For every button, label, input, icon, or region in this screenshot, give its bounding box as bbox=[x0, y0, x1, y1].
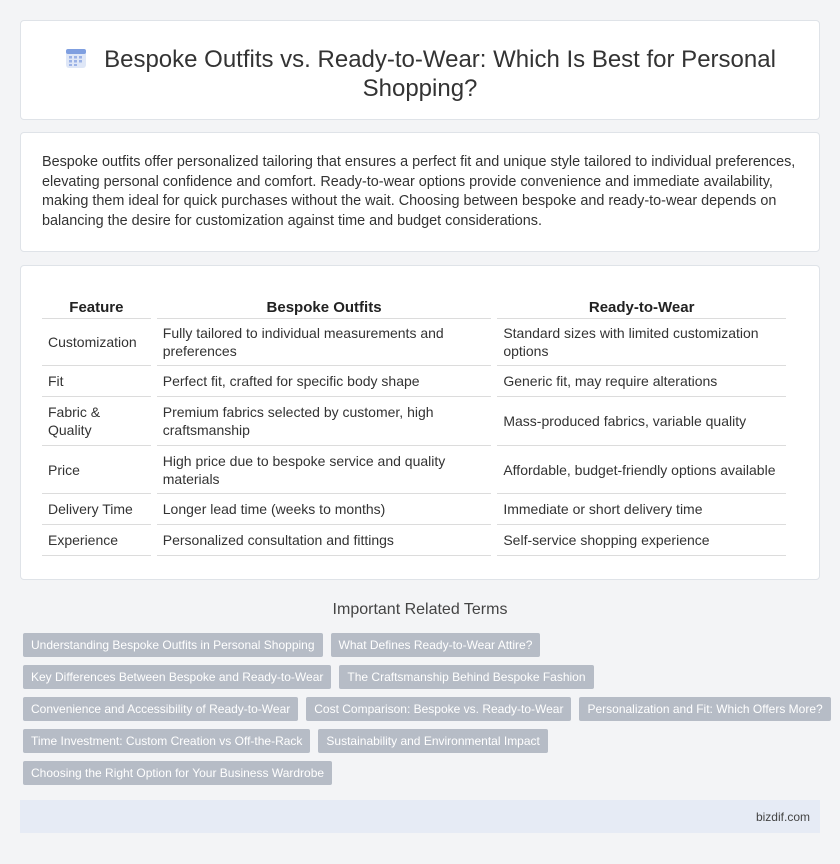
cell-bespoke: Personalized consultation and fittings bbox=[157, 525, 492, 556]
term-tag[interactable]: The Craftsmanship Behind Bespoke Fashion bbox=[339, 665, 593, 689]
cell-bespoke: Fully tailored to individual measurements and preferences bbox=[157, 319, 492, 366]
footer bbox=[20, 800, 820, 833]
cell-bespoke: Longer lead time (weeks to months) bbox=[157, 494, 492, 525]
term-row bbox=[23, 729, 823, 753]
intro-paragraph: Bespoke outfits offer personalized tailoring that ensures a perfect fit and unique style tailored to individual preferences, elevating personal confidence and comfort. Ready-to-wear options provide convenience and immediate availability, making them ideal for quick purchases without the wait. Choosing between bespoke and ready-to-wear depends on balancing the desire for customization against time and budget considerations. bbox=[42, 154, 796, 229]
page-title bbox=[21, 45, 819, 103]
cell-bespoke: Perfect fit, crafted for specific body shape bbox=[157, 366, 492, 397]
term-tag[interactable]: What Defines Ready-to-Wear Attire? bbox=[331, 633, 541, 657]
table-row bbox=[42, 397, 786, 446]
term-tag[interactable]: Understanding Bespoke Outfits in Personal Shopping bbox=[23, 633, 323, 657]
table-row bbox=[42, 525, 786, 556]
cell-ready-to-wear: Generic fit, may require alterations bbox=[497, 366, 786, 397]
term-tag[interactable]: Time Investment: Custom Creation vs Off-the-Rack bbox=[23, 729, 310, 753]
header-bespoke: Bespoke Outfits bbox=[157, 296, 492, 319]
title-card bbox=[20, 20, 820, 120]
comparison-table bbox=[36, 296, 792, 556]
term-row bbox=[23, 665, 823, 689]
term-row bbox=[23, 697, 823, 721]
term-tag[interactable]: Cost Comparison: Bespoke vs. Ready-to-Wear bbox=[306, 697, 571, 721]
cell-feature: Fit bbox=[42, 366, 151, 397]
related-terms-heading: Important Related Terms bbox=[332, 601, 508, 618]
header-ready-to-wear: Ready-to-Wear bbox=[497, 296, 786, 319]
footer-site-link[interactable]: bizdif.com bbox=[755, 810, 810, 824]
cell-feature: Delivery Time bbox=[42, 494, 151, 525]
cell-bespoke: High price due to bespoke service and quality materials bbox=[157, 446, 492, 494]
cell-feature: Customization bbox=[42, 319, 151, 366]
term-tag[interactable]: Key Differences Between Bespoke and Ready-to-Wear bbox=[23, 665, 331, 689]
term-tag[interactable]: Personalization and Fit: Which Offers More? bbox=[579, 697, 830, 721]
intro-card bbox=[20, 132, 820, 252]
term-row bbox=[23, 633, 823, 657]
cell-bespoke: Premium fabrics selected by customer, high craftsmanship bbox=[157, 397, 492, 446]
cell-ready-to-wear: Affordable, budget-friendly options available bbox=[497, 446, 786, 494]
table-row bbox=[42, 319, 786, 366]
term-tag[interactable]: Sustainability and Environmental Impact bbox=[318, 729, 547, 753]
cell-feature: Fabric & Quality bbox=[42, 397, 151, 446]
cell-ready-to-wear: Immediate or short delivery time bbox=[497, 494, 786, 525]
term-tag[interactable]: Choosing the Right Option for Your Business Wardrobe bbox=[23, 761, 332, 785]
calendar-icon bbox=[64, 46, 88, 70]
table-header-row bbox=[42, 296, 786, 319]
cell-feature: Price bbox=[42, 446, 151, 494]
cell-ready-to-wear: Mass-produced fabrics, variable quality bbox=[497, 397, 786, 446]
table-row bbox=[42, 366, 786, 397]
term-tag[interactable]: Convenience and Accessibility of Ready-to-Wear bbox=[23, 697, 298, 721]
cell-ready-to-wear: Self-service shopping experience bbox=[497, 525, 786, 556]
related-terms-list bbox=[23, 633, 823, 793]
term-row bbox=[23, 761, 823, 785]
header-feature: Feature bbox=[42, 296, 151, 319]
table-row bbox=[42, 446, 786, 494]
cell-ready-to-wear: Standard sizes with limited customization options bbox=[497, 319, 786, 366]
page-title-text: Bespoke Outfits vs. Ready-to-Wear: Which Is Best for Personal Shopping? bbox=[104, 46, 776, 102]
comparison-card bbox=[20, 265, 820, 580]
table-row bbox=[42, 494, 786, 525]
cell-feature: Experience bbox=[42, 525, 151, 556]
